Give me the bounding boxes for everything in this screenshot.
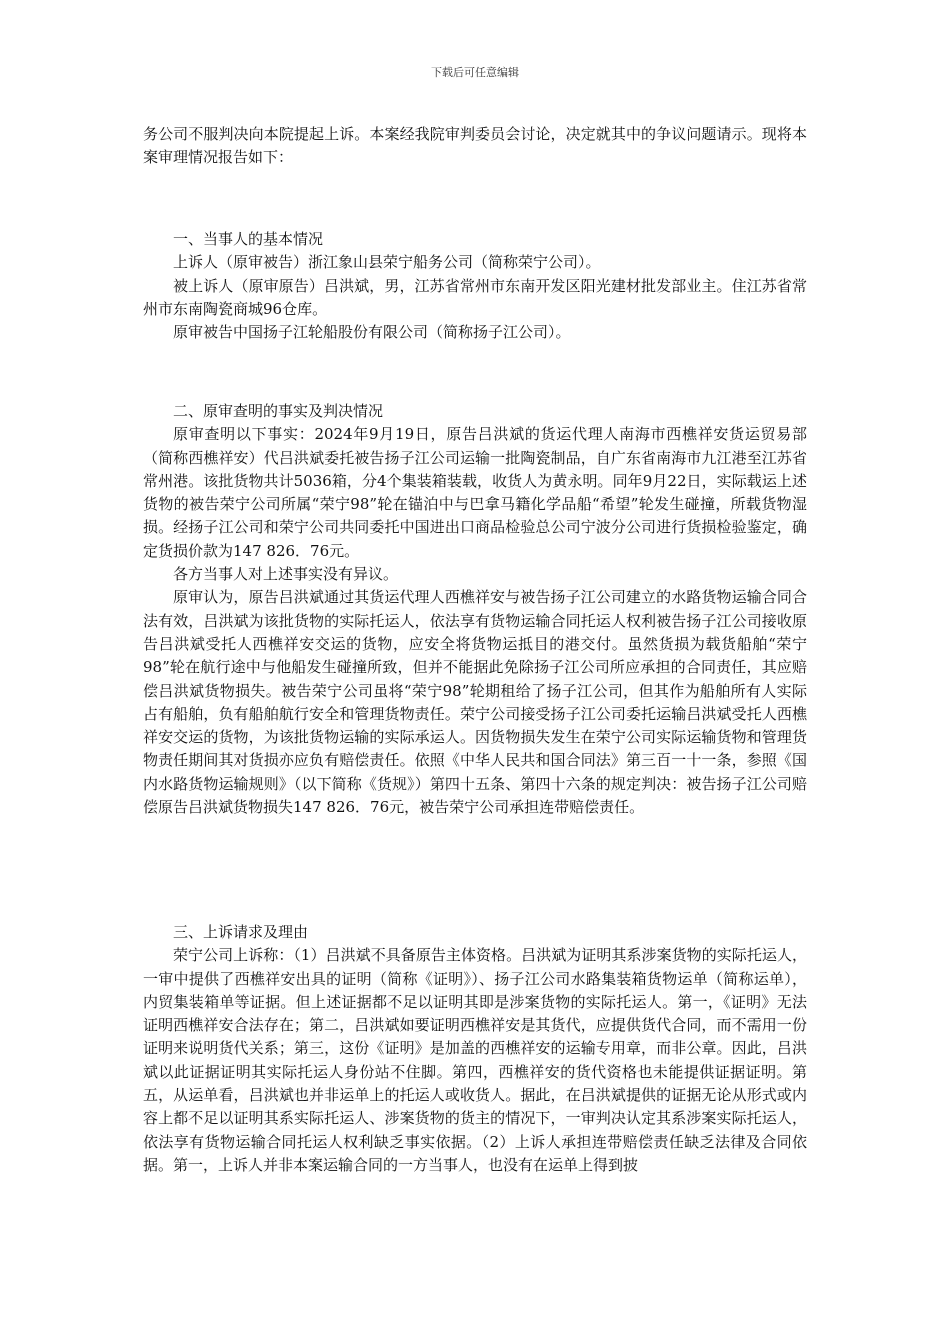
section-appeal bbox=[143, 921, 807, 1177]
paragraph: 被上诉人（原审原告）吕洪斌，男，江苏省常州市东南开发区阳光建材批发部业主。住江苏省常州市东南陶瓷商城96仓库。 bbox=[143, 276, 807, 318]
page-header: 下载后可任意编辑 bbox=[431, 66, 519, 79]
section-heading: 三、上诉请求及理由 bbox=[173, 923, 309, 941]
section-heading: 二、原审查明的事实及判决情况 bbox=[173, 402, 384, 420]
intro-block bbox=[143, 123, 807, 170]
paragraph: 各方当事人对上述事实没有异议。 bbox=[173, 565, 399, 584]
paragraph: 原审被告中国扬子江轮船股份有限公司（简称扬子江公司）。 bbox=[173, 323, 571, 342]
paragraph: 原审查明以下事实：2024年9月19日，原告吕洪斌的货运代理人南海市西樵祥安货运贸易部（简称西樵祥安）代吕洪斌委托被告扬子江公司运输一批陶瓷制品，自广东省南海市九江港至江苏省常州港。该批货物共计5036箱，分4个集装箱装载，收货人为黄永明。同年9月22日，实际载运上述货物的被告荣宁公司所属“荣宁98”轮在锚泊中与巴拿马籍化学品船“希望”轮发生碰撞，所载货物湿损。经扬子江公司和荣宁公司共同委托中国进出口商品检验总公司宁波分公司进行货损检验鉴定，确定货损价款为147 826．76元。 bbox=[143, 425, 807, 560]
intro-paragraph: 务公司不服判决向本院提起上诉。本案经我院审判委员会讨论，决定就其中的争议问题请示。现将本案审理情况报告如下： bbox=[143, 125, 807, 167]
paragraph: 原审认为，原告吕洪斌通过其货运代理人西樵祥安与被告扬子江公司建立的水路货物运输合同合法有效，吕洪斌为该批货物的实际托运人，依法享有货物运输合同托运人权利被告扬子江公司接收原告吕洪斌受托人西樵祥安交运的货物，应安全将货物运抵目的港交付。虽然货损为载货船舶“荣宁98”轮在航行途中与他船发生碰撞所致，但并不能据此免除扬子江公司所应承担的合同责任，其应赔偿吕洪斌货物损失。被告荣宁公司虽将“荣宁98”轮期租给了扬子江公司，但其作为船舶所有人实际占有船舶，负有船舶航行安全和管理货物责任。荣宁公司接受扬子江公司委托运输吕洪斌受托人西樵祥安交运的货物，为该批货物运输的实际承运人。因货物损失发生在荣宁公司实际运输货物和管理货物责任期间其对货损亦应负有赔偿责任。依照《中华人民共和国合同法》第三百一十一条，参照《国内水路货物运输规则》（以下简称《货规》）第四十五条、第四十六条的规定判决：被告扬子江公司赔偿原告吕洪斌货物损失147 826．76元，被告荣宁公司承担连带赔偿责任。 bbox=[143, 588, 807, 817]
section-parties bbox=[143, 228, 807, 344]
paragraph: 上诉人（原审被告）浙江象山县荣宁船务公司（简称荣宁公司）。 bbox=[173, 253, 601, 272]
section-original-trial bbox=[143, 400, 807, 819]
section-heading: 一、当事人的基本情况 bbox=[173, 230, 324, 248]
paragraph: 荣宁公司上诉称：（1）吕洪斌不具备原告主体资格。吕洪斌为证明其系涉案货物的实际托运人，一审中提供了西樵祥安出具的证明（简称《证明》）、扬子江公司水路集装箱货物运单（简称运单），内贸集装箱单等证据。但上述证据都不足以证明其即是涉案货物的实际托运人。第一，《证明》无法证明西樵祥安合法存在；第二，吕洪斌如要证明西樵祥安是其货代，应提供货代合同，而不需用一份证明来说明货代关系；第三，这份《证明》是加盖的西樵祥安的运输专用章，而非公章。因此，吕洪斌以此证据证明其实际托运人身份站不住脚。第四，西樵祥安的货代资格也未能提供证据证明。第五，从运单看，吕洪斌也并非运单上的托运人或收货人。据此，在吕洪斌提供的证据无论从形式或内容上都不足以证明其系实际托运人、涉案货物的货主的情况下，一审判决认定其系涉案实际托运人，依法享有货物运输合同托运人权利缺乏事实依据。（2）上诉人承担连带赔偿责任缺乏法律及合同依据。第一，上诉人并非本案运输合同的一方当事人，也没有在运单上得到披 bbox=[143, 946, 807, 1174]
